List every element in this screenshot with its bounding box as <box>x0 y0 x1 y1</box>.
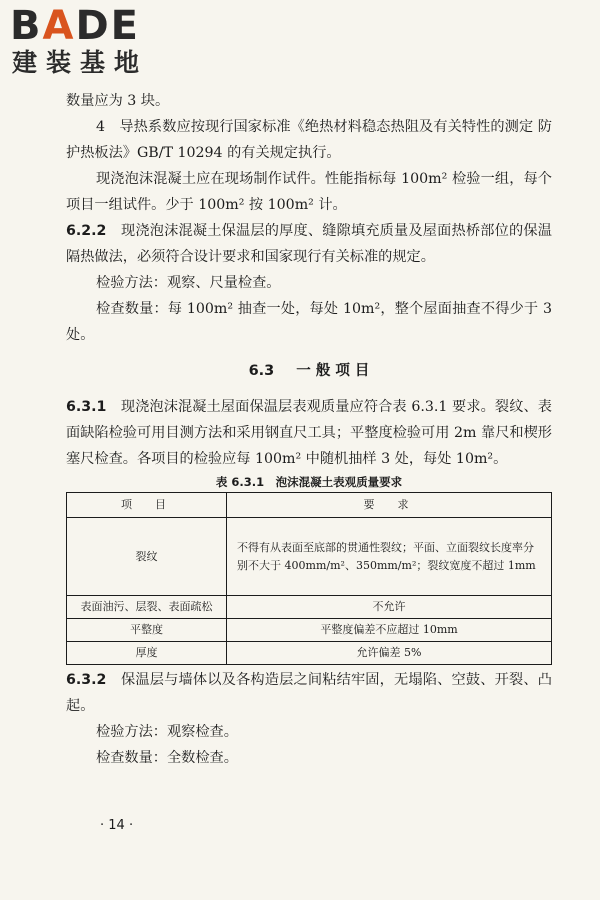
table-cell-item: 表面油污、层裂、表面疏松 <box>67 596 227 619</box>
table-row <box>67 642 552 665</box>
paragraph-item-4: 4 导热系数应按现行国家标准《绝热材料稳态热阻及有关特性的测定 防护热板法》GB/T 10294 的有关规定执行。 <box>66 119 552 161</box>
logo-text-bottom: 建装基地 <box>12 48 149 77</box>
inspection-quantity: 检查数量：全数检查。 <box>96 750 238 766</box>
table-cell-item: 平整度 <box>67 619 227 642</box>
inspection-method: 检验方法：观察检查。 <box>96 724 238 740</box>
clause-number: 6.3.1 <box>66 399 107 415</box>
section-number: 6.3 <box>248 363 275 379</box>
page-number: · 14 · <box>100 818 134 833</box>
table-row <box>67 619 552 642</box>
paragraph: 数量应为 3 块。 <box>66 93 170 109</box>
quality-table <box>66 492 552 665</box>
clause-text: 现浇泡沫混凝土保温层的厚度、缝隙填充质量及屋面热桥部位的保温隔热做法，必须符合设计要求和国家现行有关标准的规定。 <box>66 223 552 265</box>
table-row <box>67 518 552 596</box>
clause-text: 现浇泡沫混凝土屋面保温层表观质量应符合表 6.3.1 要求。裂纹、表面缺陷检验可用目测方法和采用钢直尺工具；平整度检验可用 2m 靠尺和楔形塞尺检查。各项目的检验应每 100m² 中随机抽样 3 处，每处 10m²。 <box>66 399 552 467</box>
clause-number: 6.2.2 <box>66 223 107 239</box>
clause-text: 保温层与墙体以及各构造层之间粘结牢固，无塌陷、空鼓、开裂、凸起。 <box>66 672 552 714</box>
clause-6-3-2 <box>66 667 552 719</box>
clause-6-2-2 <box>66 218 552 270</box>
inspection-method: 检验方法：观察、尺量检查。 <box>96 275 281 291</box>
clause-number: 6.3.2 <box>66 672 107 688</box>
section-title: 一 般 项 目 <box>296 363 370 379</box>
table-cell-item: 厚度 <box>67 642 227 665</box>
logo <box>10 4 180 86</box>
table-header-requirement: 要 求 <box>227 493 552 518</box>
table-row <box>67 596 552 619</box>
clause-6-3-1 <box>66 394 552 472</box>
inspection-quantity: 检查数量：每 100m² 抽查一处，每处 10m²，整个屋面抽查不得少于 3 处。 <box>66 301 552 343</box>
table-cell-requirement: 允许偏差 5% <box>227 642 552 665</box>
section-heading <box>66 358 552 384</box>
paragraph: 现浇泡沫混凝土应在现场制作试件。性能指标每 100m² 检验一组，每个项目一组试件。少于 100m² 按 100m² 计。 <box>66 171 552 213</box>
table-cell-requirement: 不得有从表面至底部的贯通性裂纹；平面、立面裂纹长度率分别不大于 400mm/m²、350mm/m²；裂纹宽度不超过 1mm <box>227 518 552 596</box>
table-cell-requirement: 不允许 <box>227 596 552 619</box>
table-header-item: 项 目 <box>67 493 227 518</box>
document-body <box>66 88 552 771</box>
table-cell-requirement: 平整度偏差不应超过 10mm <box>227 619 552 642</box>
table-caption: 表 6.3.1 泡沫混凝土表观质量要求 <box>215 475 403 489</box>
table-header-row <box>67 493 552 518</box>
table-cell-item: 裂纹 <box>67 518 227 596</box>
logo-text-top: BADE <box>10 3 140 49</box>
